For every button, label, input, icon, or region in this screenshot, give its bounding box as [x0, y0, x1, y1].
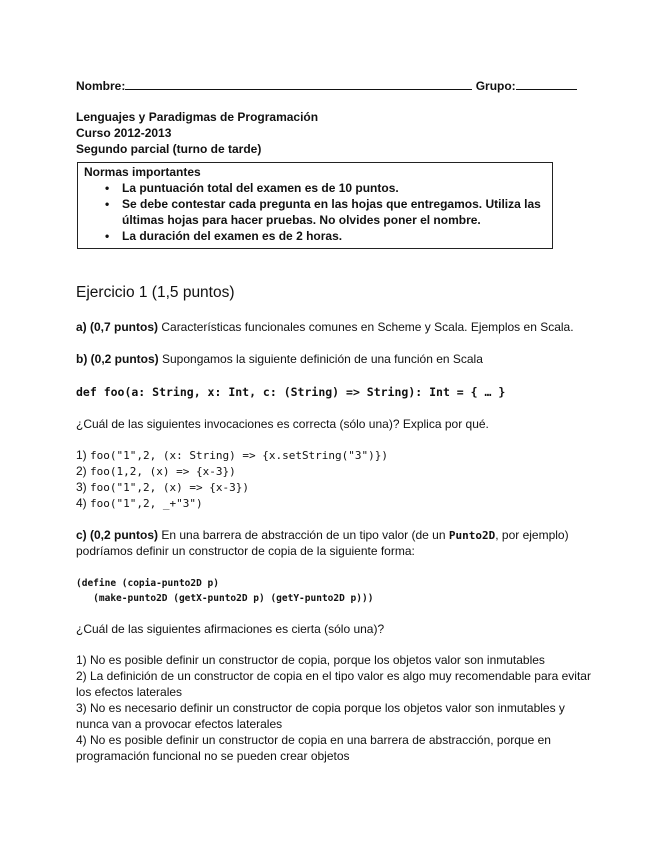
course-year: Curso 2012-2013	[76, 126, 172, 140]
part-c-text-end: , por ejemplo)	[495, 528, 569, 542]
scheme-code-line: (make-punto2D (getX-punto2D p) (getY-punto2D p)))	[76, 593, 374, 604]
part-c-label: c) (0,2 puntos)	[76, 528, 159, 542]
answer-line: 3) No es necesario definir un constructor de copia porque los objetos valor son inmutables y	[76, 701, 565, 715]
course-subject: Lenguajes y Paradigmas de Programación	[76, 110, 319, 124]
rules-title: Normas importantes	[84, 165, 201, 179]
part-c	[76, 528, 569, 543]
answer-line: 2) La definición de un constructor de copia en el tipo valor es algo muy recomendable para evitar	[76, 669, 591, 683]
rule-item-continuation: últimas hojas para hacer pruebas. No olvides poner el nombre.	[122, 213, 481, 227]
part-c-text: En una barrera de abstracción de un tipo valor (de un	[158, 528, 449, 542]
option-number: 2)	[76, 464, 91, 478]
option-item	[76, 464, 236, 479]
rule-item: • La puntuación total del examen es de 10 puntos.	[122, 181, 399, 196]
part-a	[76, 320, 574, 335]
option-number: 1)	[76, 448, 91, 462]
scala-code: def foo(a: String, x: Int, c: (String) => String): Int = { … }	[76, 385, 506, 399]
name-group-line	[76, 78, 577, 94]
rules-box	[77, 162, 553, 249]
option-code: foo("1",2, (x) => {x-3})	[90, 481, 249, 494]
option-number: 3)	[76, 480, 91, 494]
grupo-label: Grupo:	[475, 79, 516, 93]
exam-name: Segundo parcial (turno de tarde)	[76, 142, 262, 156]
part-b-question: ¿Cuál de las siguientes invocaciones es correcta (sólo una)? Explica por qué.	[76, 417, 489, 431]
rule-item: • La duración del examen es de 2 horas.	[122, 229, 342, 244]
nombre-blank	[125, 78, 472, 90]
option-item	[76, 480, 249, 495]
exercise-title: Ejercicio 1 (1,5 puntos)	[76, 284, 235, 301]
option-code: foo("1",2, _+"3")	[90, 497, 203, 510]
option-number: 4)	[76, 496, 91, 510]
part-b-label: b) (0,2 puntos)	[76, 352, 159, 366]
grupo-blank	[516, 78, 577, 90]
nombre-label: Nombre:	[76, 79, 126, 93]
answer-line: programación funcional no se pueden crear objetos	[76, 749, 350, 763]
answer-line: 1) No es posible definir un constructor de copia, porque los objetos valor son inmutables	[76, 653, 545, 667]
rule-item: • Se debe contestar cada pregunta en las hojas que entregamos. Utiliza las	[122, 197, 541, 212]
part-a-text: Características funcionales comunes en Scheme y Scala. Ejemplos en Scala.	[158, 320, 574, 334]
answer-line: 4) No es posible definir un constructor de copia en una barrera de abstracción, porque en	[76, 733, 551, 747]
option-item	[76, 448, 388, 463]
scheme-code-line: (define (copia-punto2D p)	[76, 578, 219, 589]
part-a-label: a) (0,7 puntos)	[76, 320, 159, 334]
answer-line: nunca van a provocar efectos laterales	[76, 717, 283, 731]
part-c-text-line2: podríamos definir un constructor de copia de la siguiente forma:	[76, 544, 415, 558]
part-b	[76, 352, 483, 367]
part-c-question: ¿Cuál de las siguientes afirmaciones es cierta (sólo una)?	[76, 622, 385, 636]
option-item	[76, 496, 203, 511]
part-b-text: Supongamos la siguiente definición de una función en Scala	[158, 352, 483, 366]
option-code: foo("1",2, (x: String) => {x.setString("3")})	[90, 449, 389, 462]
option-code: foo(1,2, (x) => {x-3})	[90, 465, 236, 478]
answer-line: los efectos laterales	[76, 685, 183, 699]
part-c-code-inline: Punto2D	[448, 529, 496, 542]
